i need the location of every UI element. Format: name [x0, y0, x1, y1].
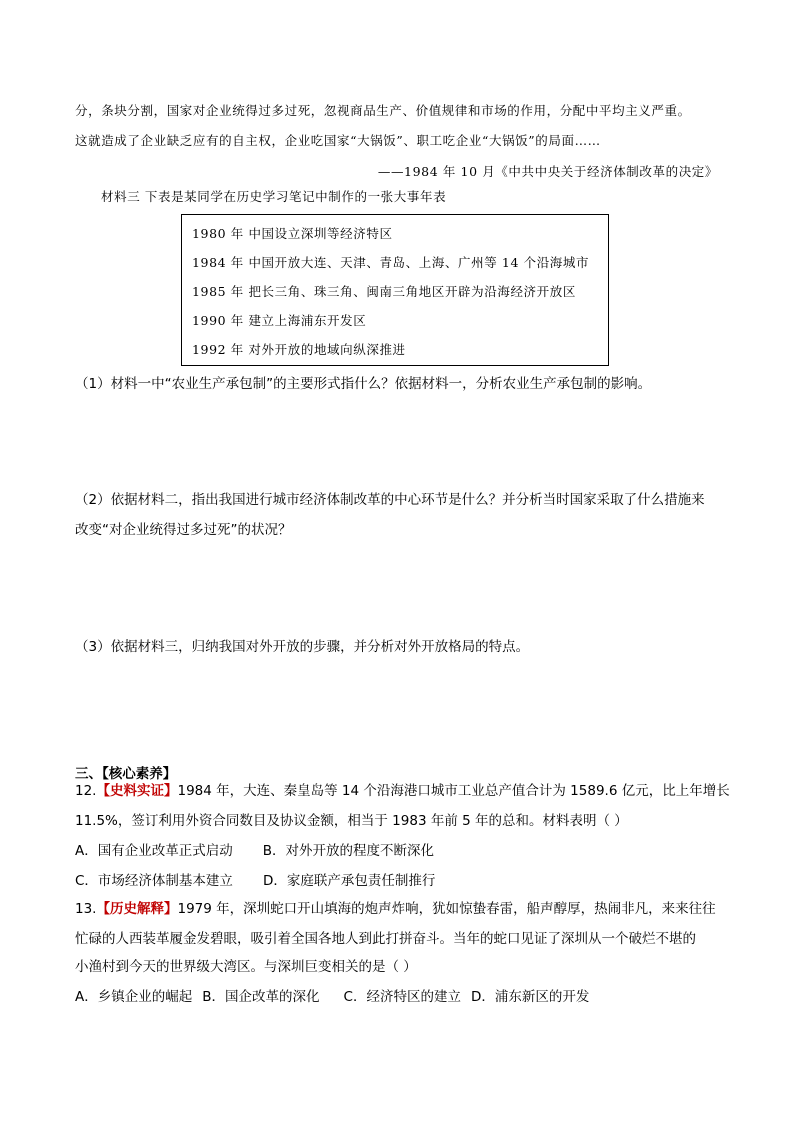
- q12-option-b: B．对外开放的程度不断深化: [262, 843, 435, 859]
- material3-intro: 材料三 下表是某同学在历史学习笔记中制作的一张大事年表: [101, 189, 447, 204]
- q12-stem-line2: 11.5%，签订利用外资合同数目及协议金额，相当于 1983 年前 5 年的总和。材料表明（ ）: [75, 813, 628, 829]
- question-2-line2: 改变“对企业统得过多过死”的状况？: [75, 522, 292, 538]
- q13-options: [75, 991, 589, 1005]
- chronology-row: 1990 年 建立上海浦东开发区: [192, 313, 367, 328]
- q13-option-b: B．国企改革的深化: [202, 989, 320, 1005]
- q12-line1: [75, 785, 730, 799]
- q12-options-row2: [75, 875, 435, 889]
- q12-option-a: A．国有企业改革正式启动: [75, 843, 233, 859]
- q13-stem-line3: 小渔村到今天的世界级大湾区。与深圳巨变相关的是（ ）: [75, 959, 417, 975]
- chronology-row: 1985 年 把长三角、珠三角、闽南三角地区开辟为沿海经济开放区: [192, 284, 576, 299]
- chronology-table: [181, 214, 609, 366]
- q13-option-d: D．浦东新区的开发: [470, 989, 590, 1005]
- chronology-row: 1980 年 中国设立深圳等经济特区: [192, 226, 393, 241]
- material2-source: ——1984 年 10 月《中共中央关于经济体制改革的决定》: [377, 164, 718, 179]
- question-1: （1）材料一中“农业生产承包制”的主要形式指什么？依据材料一，分析农业生产承包制的影响。: [75, 376, 652, 392]
- q12-options-row1: [75, 845, 434, 859]
- material2-text-line1: 分，条块分割，国家对企业统得过多过死，忽视商品生产、价值规律和市场的作用，分配中平均主义严重。: [75, 103, 691, 118]
- q13-stem-line2: 忙碌的人西装革履金发碧眼，吸引着全国各地人到此打拼奋斗。当年的蛇口见证了深圳从一个破烂不堪的: [75, 931, 696, 947]
- question-2-line1: （2）依据材料二，指出我国进行城市经济体制改革的中心环节是什么？并分析当时国家采取了什么措施来: [75, 492, 705, 508]
- question-3: （3）依据材料三，归纳我国对外开放的步骤，并分析对外开放格局的特点。: [75, 639, 530, 655]
- chronology-row: 1992 年 对外开放的地域向纵深推进: [192, 342, 406, 357]
- chronology-row: 1984 年 中国开放大连、天津、青岛、上海、广州等 14 个沿海城市: [192, 255, 590, 270]
- q13-option-c: C．经济特区的建立: [343, 989, 461, 1005]
- q13-stem-line1: 1979 年，深圳蛇口开山填海的炮声炸响，犹如惊蛰春雷，船声醇厚，热闹非凡，来来往往: [177, 901, 716, 917]
- q13-option-a: A．乡镇企业的崛起: [75, 989, 193, 1005]
- q12-tag: 【史料实证】: [96, 783, 178, 799]
- q13-number: 13.: [75, 901, 97, 917]
- q13-tag: 【历史解释】: [96, 901, 178, 917]
- section-heading: 三、【核心素养】: [75, 766, 177, 782]
- q12-stem-line1: 1984 年，大连、秦皇岛等 14 个沿海港口城市工业总产值合计为 1589.6 亿元，比上年增长: [177, 783, 730, 799]
- q12-option-c: C．市场经济体制基本建立: [75, 873, 233, 889]
- q12-number: 12.: [75, 783, 97, 799]
- q12-option-d: D．家庭联产承包责任制推行: [262, 873, 436, 889]
- material2-text-line2: 这就造成了企业缺乏应有的自主权，企业吃国家“大锅饭”、职工吃企业“大锅饭”的局面……: [75, 133, 601, 148]
- q13-line1: [75, 903, 716, 917]
